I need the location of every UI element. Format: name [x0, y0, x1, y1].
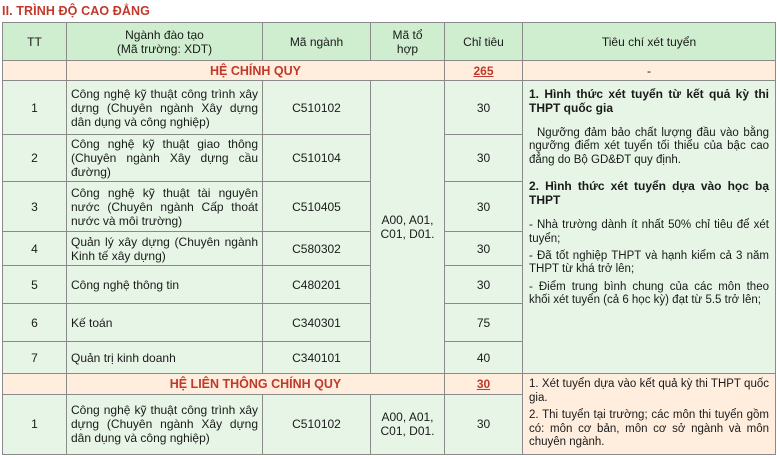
- row-program: Kế toán: [67, 304, 263, 342]
- row-program: Công nghệ kỹ thuật công trình xây dựng (Chuyên ngành Xây dựng dân dụng và công nghiệp): [67, 81, 263, 135]
- row-code: C510104: [263, 135, 371, 182]
- row-code: C510405: [263, 182, 371, 232]
- row-quota: 30: [445, 182, 523, 232]
- row-code: C340301: [263, 304, 371, 342]
- row-quota: 30: [445, 232, 523, 266]
- row-program: Quản trị kinh doanh: [67, 342, 263, 374]
- table-row: [3, 81, 776, 135]
- header-row: [3, 23, 776, 61]
- criteria-bullet-2: - Đã tốt nghiệp THPT và hạnh kiểm cả 3 năm THPT từ khá trở lên;: [529, 250, 769, 276]
- row-program: Công nghệ kỹ thuật công trình xây dựng (Chuyên ngành Xây dựng dân dụng và công nghiệp): [67, 394, 263, 454]
- header-program: [67, 23, 263, 61]
- row-code: C340101: [263, 342, 371, 374]
- row-tt: 2: [3, 135, 67, 182]
- row-tt: 3: [3, 182, 67, 232]
- group-label-regular: HỆ CHÍNH QUY: [67, 61, 445, 81]
- section-title: II. TRÌNH ĐỘ CAO ĐẲNG: [0, 0, 777, 22]
- combination-cell: A00, A01, C01, D01.: [371, 81, 445, 374]
- criteria-text-1: Ngưỡng đảm bảo chất lượng đầu vào bằng ngưỡng điểm xét tuyển tối thiểu của bậc cao đẳng do Bộ GD&ĐT quy định.: [529, 127, 769, 166]
- row-program: Công nghệ kỹ thuật tài nguyên nước (Chuyên ngành Cấp thoát nước và môi trường): [67, 182, 263, 232]
- group-row-transfer: [3, 374, 776, 395]
- row-tt: 5: [3, 266, 67, 304]
- transfer-criteria-2: 2. Thi tuyển tại trường; các môn thi tuyển gồm có: môn cơ bản, môn cơ sở ngành và môn chuyên ngành.: [529, 409, 769, 449]
- criteria-heading-1: 1. Hình thức xét tuyển từ kết quả kỳ thi THPT quốc gia: [529, 87, 769, 115]
- row-program: Quản lý xây dựng (Chuyên ngành Kinh tế xây dựng): [67, 232, 263, 266]
- group-row-regular: [3, 61, 776, 81]
- group-total-transfer: 30: [445, 374, 523, 395]
- criteria-cell-regular: [523, 81, 776, 374]
- row-combination: A00, A01, C01, D01.: [371, 394, 445, 454]
- criteria-cell-transfer: [523, 374, 776, 455]
- header-quota: Chỉ tiêu: [445, 23, 523, 61]
- group-criteria-dash: -: [523, 61, 776, 81]
- row-code: C580302: [263, 232, 371, 266]
- criteria-bullet-1: - Nhà trường dành ít nhất 50% chỉ tiêu để xét tuyển;: [529, 219, 769, 245]
- row-tt: 1: [3, 394, 67, 454]
- group-total-regular: 265: [445, 61, 523, 81]
- row-program: Công nghệ kỹ thuật giao thông (Chuyên ngành Xây dựng cầu đường): [67, 135, 263, 182]
- row-quota: 30: [445, 266, 523, 304]
- group-empty-cell: [3, 61, 67, 81]
- row-quota: 30: [445, 81, 523, 135]
- row-tt: 4: [3, 232, 67, 266]
- row-program: Công nghệ thông tin: [67, 266, 263, 304]
- header-combination-line2: hợp: [396, 41, 419, 56]
- row-quota: 40: [445, 342, 523, 374]
- header-program-line1: Ngành đào tạo: [125, 27, 204, 42]
- row-quota: 30: [445, 135, 523, 182]
- row-code: C510102: [263, 81, 371, 135]
- row-code: C510102: [263, 394, 371, 454]
- header-program-line2: (Mã trường: XDT): [116, 41, 213, 56]
- criteria-bullet-3: - Điểm trung bình chung của các môn theo khối xét tuyển (cả 6 học kỳ) đạt từ 5.5 trở lên;: [529, 280, 769, 307]
- header-criteria: Tiêu chí xét tuyển: [523, 23, 776, 61]
- group-label-transfer: HỆ LIÊN THÔNG CHÍNH QUY: [67, 374, 445, 395]
- criteria-heading-2: 2. Hình thức xét tuyển dựa vào học bạ THPT: [529, 179, 769, 208]
- row-quota: 75: [445, 304, 523, 342]
- header-combination: [371, 23, 445, 61]
- row-tt: 7: [3, 342, 67, 374]
- group-empty-cell: [3, 374, 67, 395]
- header-tt: TT: [3, 23, 67, 61]
- admissions-table: [2, 22, 776, 455]
- header-code: Mã ngành: [263, 23, 371, 61]
- row-tt: 1: [3, 81, 67, 135]
- transfer-criteria-1: 1. Xét tuyển dựa vào kết quả kỳ thi THPT quốc gia.: [529, 378, 769, 404]
- row-quota: 30: [445, 394, 523, 454]
- row-tt: 6: [3, 304, 67, 342]
- header-combination-line1: Mã tổ: [392, 27, 423, 42]
- row-code: C480201: [263, 266, 371, 304]
